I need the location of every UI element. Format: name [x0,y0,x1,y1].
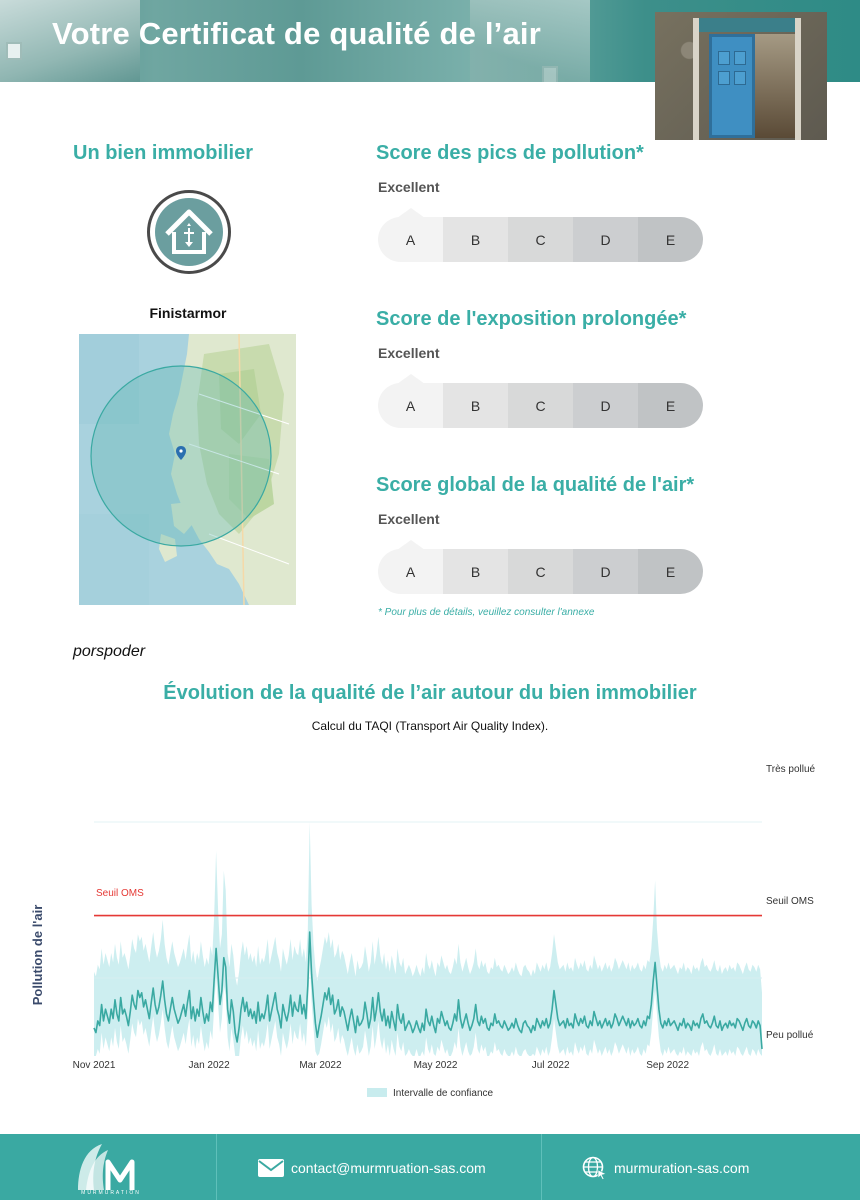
grade-cell-b: B [443,217,508,262]
x-tick-label: Nov 2021 [72,1060,116,1071]
threshold-label: Seuil OMS [96,888,144,899]
score-title-global: Score global de la qualité de l'air* [376,474,695,496]
grade-cell-c: C [508,549,573,594]
place-name: Finistarmor [149,305,227,321]
y-axis-label: Pollution de l'air [30,904,45,1006]
evolution-subtitle: Calcul du TAQI (Transport Air Quality Index). [311,719,549,733]
x-tick-label: Jan 2022 [188,1060,230,1071]
website-contact[interactable] [582,1156,749,1180]
house-icon [155,198,223,266]
header-house-window [6,42,22,60]
grade-cell-e: E [638,549,703,594]
evolution-title: Évolution de la qualité de l’air autour du bien immobilier [163,682,697,704]
grade-scale-peaks [378,217,703,262]
city-name: porspoder [73,643,146,660]
score-grade-label-global: Excellent [378,511,440,527]
x-tick-label: Jul 2022 [531,1060,570,1071]
website-link[interactable]: murmuration-sas.com [614,1160,750,1176]
grade-cell-e: E [638,217,703,262]
grade-cell-d: D [573,383,638,428]
right-label-threshold: Seuil OMS [766,896,814,907]
grade-scale-global [378,549,703,594]
grade-cell-a: A [378,383,443,428]
email-contact[interactable] [257,1158,486,1178]
property-photo [655,12,827,140]
grade-cell-b: B [443,549,508,594]
grade-cell-e: E [638,383,703,428]
score-title-peaks: Score des pics de pollution* [376,142,644,164]
grade-cell-c: C [508,217,573,262]
brand-name: MURMURATION [81,1190,141,1196]
right-label-bottom: Peu pollué [766,1030,814,1041]
grade-cell-b: B [443,383,508,428]
agency-logo [147,190,231,274]
legend-swatch [367,1088,387,1097]
grade-cell-d: D [573,217,638,262]
score-grade-label-peaks: Excellent [378,179,440,195]
legend-label: Intervalle de confiance [393,1088,494,1099]
score-grade-label-exposure: Excellent [378,345,440,361]
pollution-chart [0,750,860,1110]
email-link[interactable]: contact@murmruation-sas.com [291,1160,486,1176]
page-title: Votre Certificat de qualité de l’air [52,16,541,51]
x-tick-label: May 2022 [413,1060,458,1071]
right-label-top: Très pollué [766,764,816,775]
mail-icon [257,1158,285,1178]
murmuration-logo-icon [72,1140,144,1196]
grade-cell-d: D [573,549,638,594]
grade-cell-a: A [378,549,443,594]
globe-cursor-icon [582,1156,608,1180]
property-section-title: Un bien immobilier [73,142,254,164]
x-tick-label: Mar 2022 [299,1060,342,1071]
annex-note: * Pour plus de détails, veuillez consulter l'annexe [378,607,595,618]
grade-cell-c: C [508,383,573,428]
location-map[interactable] [79,334,296,605]
grade-scale-exposure [378,383,703,428]
score-title-exposure: Score de l'exposition prolongée* [376,308,687,330]
grade-cell-a: A [378,217,443,262]
footer [0,1134,860,1200]
x-tick-label: Sep 2022 [646,1060,690,1071]
